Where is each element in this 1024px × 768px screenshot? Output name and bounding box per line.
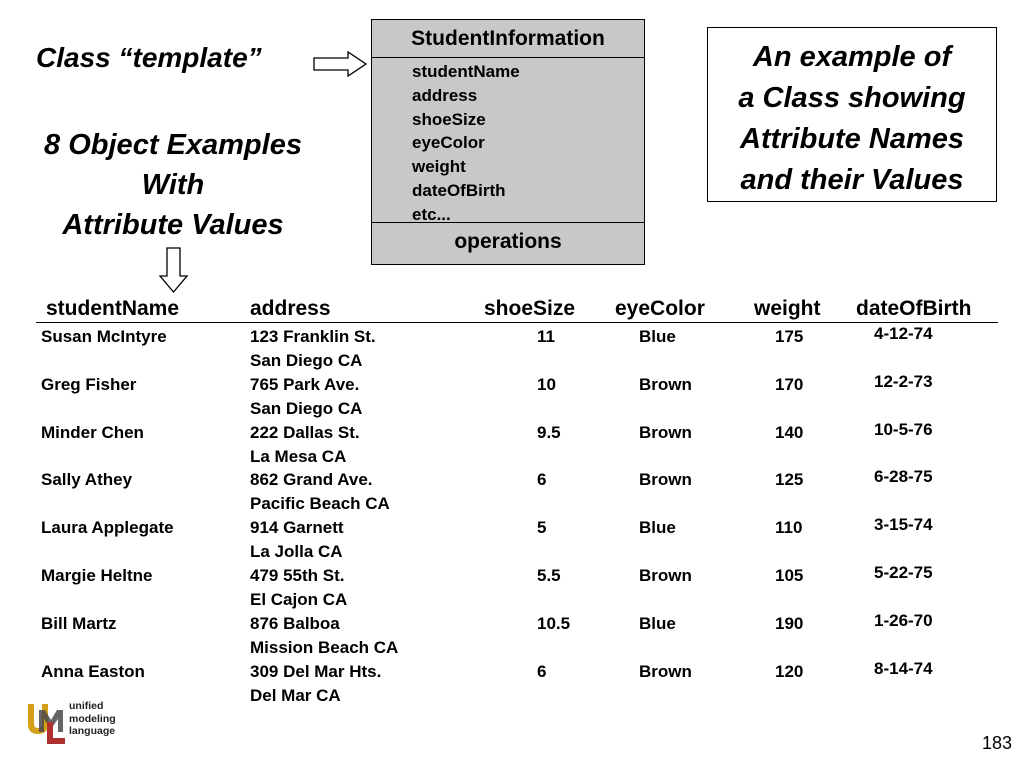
cell-weight: 120 xyxy=(775,661,804,681)
uml-logo-text-line: modeling xyxy=(69,712,116,725)
header-date-of-birth: dateOfBirth xyxy=(856,297,972,320)
down-arrow-icon xyxy=(158,246,190,294)
uml-logo-text xyxy=(69,700,116,738)
class-attribute: weight xyxy=(412,157,466,177)
cell-address-line-2: El Cajon CA xyxy=(250,590,348,609)
cell-date-of-birth: 4-12-74 xyxy=(874,324,933,343)
class-name: StudentInformation xyxy=(372,20,644,58)
class-attribute: eyeColor xyxy=(412,133,485,153)
right-arrow-icon xyxy=(312,50,368,78)
description-line: Attribute Names xyxy=(740,123,964,155)
cell-student-name: Sally Athey xyxy=(41,470,133,490)
cell-weight: 140 xyxy=(775,422,804,442)
cell-date-of-birth: 8-14-74 xyxy=(874,658,933,678)
cell-weight: 175 xyxy=(775,327,804,346)
cell-shoe-size: 6 xyxy=(537,470,547,490)
object-examples-line-2: With xyxy=(141,169,205,201)
cell-address-line-2: Del Mar CA xyxy=(250,685,341,705)
cell-address-line-2: San Diego CA xyxy=(250,398,363,418)
cell-date-of-birth: 10-5-76 xyxy=(874,419,933,439)
cell-shoe-size: 11 xyxy=(537,327,555,346)
cell-address-line-2: La Mesa CA xyxy=(250,446,347,466)
cell-eye-color: Brown xyxy=(639,661,692,681)
header-student-name: studentName xyxy=(46,297,180,320)
cell-shoe-size: 10 xyxy=(537,374,556,394)
cell-shoe-size: 9.5 xyxy=(537,422,561,442)
cell-student-name: Anna Easton xyxy=(41,661,145,681)
cell-address-line-1: 765 Park Ave. xyxy=(250,374,360,394)
cell-date-of-birth: 1-26-70 xyxy=(874,610,933,630)
cell-eye-color: Brown xyxy=(639,374,692,394)
cell-shoe-size: 10.5 xyxy=(537,613,571,633)
cell-student-name: Susan McIntyre xyxy=(41,327,167,346)
cell-student-name: Bill Martz xyxy=(41,613,117,633)
cell-address-line-1: 914 Garnett xyxy=(250,518,344,538)
header-underline xyxy=(36,322,998,323)
cell-address-line-2: La Jolla CA xyxy=(250,542,343,562)
cell-date-of-birth: 3-15-74 xyxy=(874,515,933,535)
description-line: An example of xyxy=(752,41,952,73)
cell-address-line-1: 123 Franklin St. xyxy=(250,327,376,346)
cell-address-line-1: 876 Balboa xyxy=(250,613,340,633)
header-address: address xyxy=(250,297,331,320)
cell-weight: 125 xyxy=(775,470,804,490)
class-attribute: address xyxy=(412,85,478,105)
header-weight: weight xyxy=(754,297,821,320)
header-shoe-size: shoeSize xyxy=(484,297,576,320)
cell-date-of-birth: 6-28-75 xyxy=(874,467,933,487)
cell-address-line-1: 479 55th St. xyxy=(250,566,345,585)
class-attributes xyxy=(412,60,520,227)
uml-logo-text-line: language xyxy=(69,725,116,737)
cell-shoe-size: 5 xyxy=(537,518,547,538)
header-eye-color: eyeColor xyxy=(615,297,705,320)
cell-weight: 110 xyxy=(775,518,803,538)
cell-weight: 190 xyxy=(775,613,804,633)
cell-date-of-birth: 5-22-75 xyxy=(874,563,933,582)
cell-student-name: Greg Fisher xyxy=(41,374,137,394)
cell-date-of-birth: 12-2-73 xyxy=(874,371,933,391)
cell-eye-color: Blue xyxy=(639,613,676,633)
page-number: 183 xyxy=(981,733,1012,753)
cell-eye-color: Brown xyxy=(639,422,692,442)
class-attribute: shoeSize xyxy=(412,109,486,129)
cell-address-line-1: 309 Del Mar Hts. xyxy=(250,661,382,681)
cell-shoe-size: 5.5 xyxy=(537,566,561,585)
description-line: and their Values xyxy=(740,164,964,196)
cell-address-line-2: Pacific Beach CA xyxy=(250,494,390,514)
cell-eye-color: Blue xyxy=(639,327,676,346)
cell-eye-color: Brown xyxy=(639,470,692,490)
cell-address-line-1: 222 Dallas St. xyxy=(250,422,360,442)
operations-divider xyxy=(372,222,644,223)
description-line: a Class showing xyxy=(738,82,966,114)
class-attribute: etc... xyxy=(412,204,451,224)
uml-logo xyxy=(25,698,145,748)
cell-student-name: Laura Applegate xyxy=(41,518,174,538)
class-template-label: Class “template” xyxy=(36,42,262,73)
cell-weight: 170 xyxy=(775,374,804,394)
cell-eye-color: Blue xyxy=(639,518,676,538)
cell-address-line-2: Mission Beach CA xyxy=(250,637,399,657)
class-operations: operations xyxy=(454,230,562,253)
object-examples-line-3: Attribute Values xyxy=(62,209,284,241)
class-attribute: studentName xyxy=(412,62,520,81)
cell-eye-color: Brown xyxy=(639,566,692,585)
class-attribute: dateOfBirth xyxy=(412,180,506,200)
cell-student-name: Minder Chen xyxy=(41,422,144,442)
cell-weight: 105 xyxy=(775,566,804,585)
cell-shoe-size: 6 xyxy=(537,661,547,681)
cell-student-name: Margie Heltne xyxy=(41,566,153,585)
cell-address-line-1: 862 Grand Ave. xyxy=(250,470,373,490)
description-box xyxy=(707,27,997,202)
class-diagram-box xyxy=(371,19,645,265)
uml-logo-icon xyxy=(25,698,69,746)
uml-logo-text-line: unified xyxy=(69,700,104,712)
object-examples-label xyxy=(8,125,338,245)
cell-address-line-2: San Diego CA xyxy=(250,351,363,370)
object-examples-line-1: 8 Object Examples xyxy=(44,129,302,161)
